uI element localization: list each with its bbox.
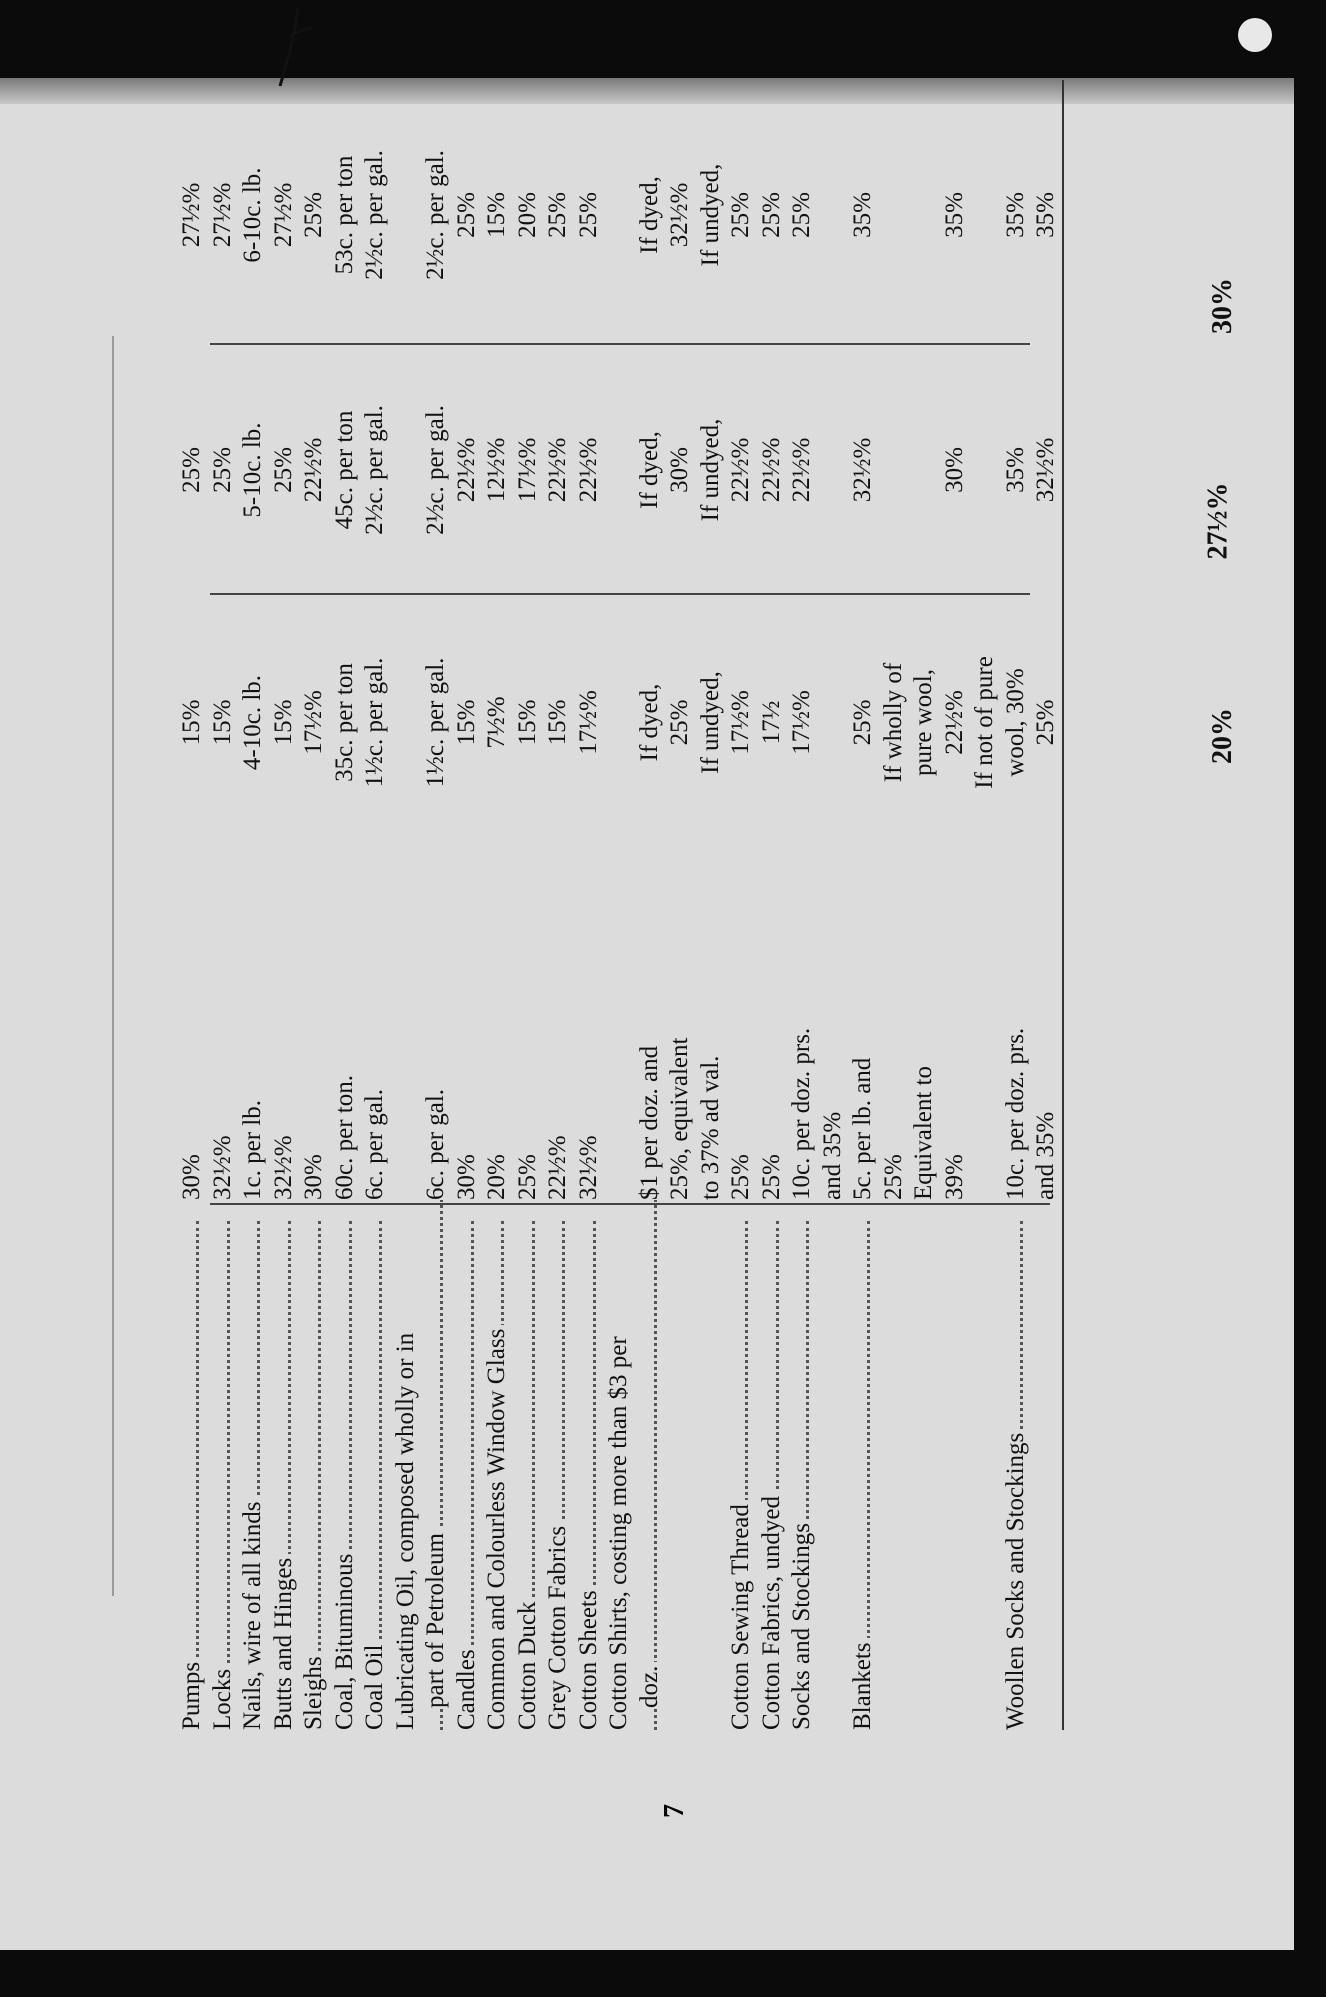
rate-col-3-text: 25% [300, 192, 327, 238]
usa-rate [361, 855, 389, 1200]
table-row [422, 50, 450, 1730]
rate-col-2 [239, 350, 267, 590]
rate-col-2 [575, 350, 603, 590]
item-label: Candles [453, 1645, 480, 1730]
usa-rate [209, 855, 237, 1200]
item-label [666, 1726, 693, 1730]
rate-col-2 [361, 350, 389, 590]
item-label: Socks and Stockings [788, 1519, 815, 1730]
item-label [1032, 1726, 1059, 1730]
rate-col-2 [331, 350, 359, 590]
rate-col-1 [666, 595, 694, 850]
rate-col-1-text: If dyed, [635, 683, 663, 762]
rate-col-2 [788, 350, 816, 590]
rate-col-3-text: 27½% [178, 182, 205, 248]
rate-col-2-text: 25% [208, 447, 236, 493]
rate-col-1 [300, 595, 328, 850]
item-name [544, 1215, 572, 1730]
rate-col-1-text: 15% [544, 699, 571, 746]
rate-col-1-text: If wholly of [879, 662, 907, 783]
table-row [788, 50, 816, 1730]
rate-col-3-text: 35% [1001, 192, 1029, 238]
rate-col-3-text: 35% [1032, 192, 1059, 238]
rate-col-3 [788, 90, 816, 340]
table-row [544, 50, 572, 1730]
item-label: Butts and Hinges [270, 1554, 297, 1730]
rate-col-3-text: 25% [757, 192, 785, 238]
rate-col-3 [361, 90, 389, 340]
rate-col-2 [422, 350, 450, 590]
rate-col-1 [544, 595, 572, 850]
rate-col-3 [178, 90, 206, 340]
usa-rate [697, 855, 725, 1200]
usa-rate [178, 855, 206, 1200]
item-name [331, 1215, 359, 1730]
rate-col-3 [697, 90, 725, 340]
rate-col-2 [666, 350, 694, 590]
rate-col-1-text: wool, 30% [1001, 668, 1029, 777]
item-name [849, 1215, 877, 1730]
item-label: Locks [209, 1665, 236, 1730]
rate-col-2-text: 12½% [483, 437, 510, 503]
usa-rate [1032, 855, 1060, 1200]
rate-col-2-text: 2½c. per gal. [422, 405, 449, 535]
item-label: part of Petroleum [422, 1529, 449, 1708]
rate-col-2 [483, 350, 511, 590]
rate-col-3-text: 25% [452, 192, 480, 238]
rate-col-1 [514, 595, 542, 850]
usa-rate-text: 25% [880, 1150, 907, 1200]
rate-col-2-text: 25% [178, 447, 205, 493]
usa-rate-text: 30% [453, 1150, 480, 1200]
rate-col-1 [910, 595, 938, 850]
usa-rate [910, 855, 938, 1200]
usa-rate [1002, 855, 1030, 1200]
table-row [849, 50, 877, 1730]
item-label: Common and Colourless Window Glass [483, 1325, 510, 1730]
item-name [880, 1215, 908, 1730]
item-label: Woollen Socks and Stockings [1002, 1429, 1029, 1730]
usa-rate-text: 30% [300, 1150, 327, 1200]
rate-col-3-text: 35% [849, 192, 876, 238]
rate-col-1-text: 22½% [940, 690, 968, 755]
rate-col-2-text: 5-10c. lb. [239, 422, 266, 518]
usa-rate [514, 855, 542, 1200]
table-row [300, 50, 328, 1730]
item-label: Sleighs [300, 1652, 327, 1730]
table-row [758, 50, 786, 1730]
rate-col-2 [941, 350, 969, 590]
usa-rate [849, 855, 877, 1200]
rate-col-1 [971, 595, 999, 850]
table-row [819, 50, 847, 1730]
usa-rate-text: 32½% [270, 1131, 297, 1200]
rate-col-3-text: 2½c. per gal. [361, 150, 388, 280]
item-name [941, 1215, 969, 1730]
rate-col-3 [422, 90, 450, 340]
item-label: Lubricating Oil, composed wholly or in [392, 1329, 419, 1730]
usa-rate-text: and 35% [1032, 1108, 1059, 1200]
item-name [1002, 1215, 1030, 1730]
tariff-table [170, 50, 1150, 1730]
item-name [361, 1215, 389, 1730]
table-bottom-rule [1062, 80, 1064, 1730]
usa-rate-text: and 35% [819, 1108, 846, 1200]
rate-col-3 [758, 90, 786, 340]
item-label: Grey Cotton Fabrics [544, 1522, 571, 1730]
rate-col-2-text: 45c. per ton [330, 410, 358, 530]
rate-col-2-text: If undyed, [696, 418, 724, 522]
usa-rate-text: 60c. per ton. [331, 1071, 358, 1200]
rate-col-1-text: 25% [849, 699, 876, 746]
rate-col-2-text: 22½% [788, 437, 815, 503]
usa-rate-text: 10c. per doz. prs. [1002, 1024, 1029, 1200]
rate-col-1 [636, 595, 664, 850]
rate-col-3 [849, 90, 877, 340]
table-row [697, 50, 725, 1730]
item-name [819, 1215, 847, 1730]
rate-col-1 [209, 595, 237, 850]
rate-col-3 [514, 90, 542, 340]
item-name [788, 1215, 816, 1730]
item-label: doz. [636, 1662, 663, 1708]
paper-blot [1238, 18, 1272, 52]
item-label: Coal, Bituminous [331, 1550, 358, 1730]
rate-col-1 [941, 595, 969, 850]
usa-rate [300, 855, 328, 1200]
rate-col-1 [483, 595, 511, 850]
item-label [971, 1726, 998, 1730]
usa-rate [331, 855, 359, 1200]
rate-col-3 [575, 90, 603, 340]
usa-rate-text: 39% [941, 1150, 968, 1200]
table-row [331, 50, 359, 1730]
item-label [819, 1726, 846, 1730]
table-row [239, 50, 267, 1730]
rate-col-1 [178, 595, 206, 850]
rate-col-1-text: If not of pure [971, 656, 998, 789]
usa-rate [605, 855, 633, 1200]
rate-col-2-text: 22½% [300, 437, 327, 503]
rate-col-2 [727, 350, 755, 590]
rate-col-2-text: 30% [666, 447, 693, 493]
rate-col-1 [575, 595, 603, 850]
rate-col-3-text: 25% [788, 192, 815, 238]
item-name [575, 1215, 603, 1730]
usa-rate [666, 855, 694, 1200]
item-label [941, 1726, 968, 1730]
rate-col-3-text: 53c. per ton [330, 155, 358, 275]
rate-col-2 [1002, 350, 1030, 590]
usa-rate-text: Equivalent to [910, 1062, 937, 1200]
rate-col-3 [300, 90, 328, 340]
table-row [575, 50, 603, 1730]
rate-col-1 [880, 595, 908, 850]
usa-rate [941, 855, 969, 1200]
usa-rate [727, 855, 755, 1200]
rate-col-1-text: 1½c. per gal. [422, 657, 449, 788]
rate-col-2 [544, 350, 572, 590]
table-row [605, 50, 633, 1730]
table-row [209, 50, 237, 1730]
rate-col-2 [270, 350, 298, 590]
rate-col-1-text: 15% [178, 699, 205, 746]
rate-col-1 [239, 595, 267, 850]
rate-col-1 [788, 595, 816, 850]
table-row [453, 50, 481, 1730]
item-name [758, 1215, 786, 1730]
rate-col-1-text: 4-10c. lb. [239, 674, 266, 771]
rate-col-3 [331, 90, 359, 340]
item-name [636, 1193, 664, 1730]
item-name [910, 1215, 938, 1730]
item-label [910, 1726, 937, 1730]
table-row [971, 50, 999, 1730]
item-name [178, 1215, 206, 1730]
rate-col-3 [1032, 90, 1060, 340]
item-name [727, 1215, 755, 1730]
rate-col-2-text: 30% [940, 447, 968, 493]
usa-rate-text: 6c. per gal. [361, 1085, 388, 1200]
item-label: Coal Oil [361, 1641, 388, 1730]
item-name [239, 1215, 267, 1730]
usa-rate-text: 1c. per lb. [239, 1096, 266, 1200]
table-row [880, 50, 908, 1730]
usa-rate-text: 32½% [209, 1131, 236, 1200]
rate-col-1-text: 1½c. per gal. [361, 657, 388, 788]
table-row [636, 50, 664, 1730]
rate-col-1-text: 25% [666, 699, 693, 746]
rate-col-2 [758, 350, 786, 590]
usa-rate-text: 25% [514, 1150, 541, 1200]
rate-col-2 [1032, 350, 1060, 590]
rate-col-3 [453, 90, 481, 340]
rate-col-1-text: 17½% [788, 690, 815, 755]
usa-rate-text: to 37% ad val. [697, 1052, 724, 1200]
usa-rate-text [605, 1196, 632, 1200]
usa-rate [392, 855, 420, 1200]
rate-col-1-text: pure wool, [910, 669, 937, 776]
rate-col-3-text: 2½c. per gal. [422, 150, 449, 280]
rate-col-2-text: 22½% [757, 437, 785, 503]
item-label: Blankets [849, 1639, 876, 1731]
page-margin-rule [112, 336, 114, 1596]
rate-col-2-text: 17½% [513, 437, 541, 503]
usa-rate [636, 855, 664, 1200]
rate-col-2-text: 2½c. per gal. [361, 405, 388, 535]
usa-rate-text: 25% [758, 1150, 785, 1200]
rate-col-3-text: 20% [513, 192, 541, 238]
item-name [605, 1215, 633, 1730]
usa-rate [422, 855, 450, 1200]
usa-rate-text: 20% [483, 1150, 510, 1200]
usa-rate-text: 6c. per gal. [422, 1085, 449, 1200]
item-name [270, 1215, 298, 1730]
item-name [971, 1215, 999, 1730]
rate-col-2-text: 22½% [574, 437, 602, 503]
rate-col-1-text: 15% [513, 699, 541, 746]
usa-rate-text: 25% [727, 1150, 754, 1200]
item-label: Cotton Fabrics, undyed [758, 1492, 785, 1730]
rate-col-1-text: 15% [269, 699, 297, 746]
rate-col-1-text: 7½% [483, 696, 510, 749]
rate-col-2 [514, 350, 542, 590]
usa-rate [453, 855, 481, 1200]
item-name [392, 1215, 420, 1730]
rate-col-2-text: 22½% [727, 437, 754, 503]
rate-col-2-text: 22½% [544, 437, 571, 503]
usa-rate-text: 22½% [544, 1131, 571, 1200]
rate-col-1 [453, 595, 481, 850]
rate-col-1-text: 25% [1032, 699, 1059, 746]
item-name [697, 1215, 725, 1730]
usa-rate [575, 855, 603, 1200]
item-name [453, 1215, 481, 1730]
rate-col-2 [453, 350, 481, 590]
rate-col-2-text: 32½% [849, 437, 876, 503]
rate-col-3-text: 25% [574, 192, 602, 238]
rate-col-1 [849, 595, 877, 850]
usa-rate-text: 5c. per lb. and [849, 1054, 876, 1200]
rate-col-3-text: 32½% [666, 182, 693, 248]
table-row [1032, 50, 1060, 1730]
rate-col-2 [178, 350, 206, 590]
rate-col-1 [422, 595, 450, 850]
rate-col-2-text: If dyed, [635, 431, 663, 509]
table-row [727, 50, 755, 1730]
rate-col-1 [331, 595, 359, 850]
fragment-27: 27½% [1202, 482, 1234, 560]
rate-col-1 [758, 595, 786, 850]
rate-col-1 [727, 595, 755, 850]
usa-rate-text: $1 per doz. and [636, 1042, 663, 1200]
usa-rate [544, 855, 572, 1200]
table-row [361, 50, 389, 1730]
item-name [422, 1193, 450, 1730]
rate-col-2-text: 22½% [452, 437, 480, 503]
item-name [514, 1215, 542, 1730]
item-label: Cotton Shirts, costing more than $3 per [605, 1332, 632, 1730]
rate-col-3 [544, 90, 572, 340]
rate-col-3 [1002, 90, 1030, 340]
usa-rate [483, 855, 511, 1200]
rate-col-1-text: 17½ [757, 700, 785, 745]
rate-col-3 [239, 90, 267, 340]
table-row [666, 50, 694, 1730]
usa-rate [270, 855, 298, 1200]
usa-rate [880, 855, 908, 1200]
usa-rate-text [392, 1196, 419, 1200]
rate-col-2 [849, 350, 877, 590]
table-row [270, 50, 298, 1730]
rate-col-1-text: 15% [452, 699, 480, 746]
item-label: Pumps [178, 1658, 205, 1730]
rate-col-1 [1002, 595, 1030, 850]
table-row [1002, 50, 1030, 1730]
rate-col-3 [941, 90, 969, 340]
item-name [209, 1215, 237, 1730]
page-number: 7 [659, 1804, 690, 1818]
rate-col-2-text: 25% [269, 447, 297, 493]
usa-rate [971, 855, 999, 1200]
rate-col-3 [270, 90, 298, 340]
fragment-20: 20% [1207, 708, 1238, 764]
rate-col-3-text: 27½% [208, 182, 236, 248]
rate-col-1-text: 17½% [574, 690, 602, 755]
rate-col-1-text: 35c. per ton [330, 663, 358, 782]
usa-rate [239, 855, 267, 1200]
rate-col-1 [270, 595, 298, 850]
rate-col-3 [727, 90, 755, 340]
rate-col-3-text: 15% [483, 192, 510, 238]
rate-col-3 [483, 90, 511, 340]
rate-col-1-text: 15% [208, 699, 236, 746]
rate-col-3 [209, 90, 237, 340]
table-row [910, 50, 938, 1730]
usa-rate [758, 855, 786, 1200]
usa-rate-text: 30% [178, 1150, 205, 1200]
rate-col-3-text: If dyed, [635, 176, 663, 254]
rate-col-1 [361, 595, 389, 850]
item-label [697, 1726, 724, 1730]
item-label: Nails, wire of all kinds [239, 1498, 266, 1730]
table-row [178, 50, 206, 1730]
rate-col-3-text: 25% [544, 192, 571, 238]
item-label [880, 1726, 907, 1730]
item-label: Cotton Sewing Thread [727, 1500, 754, 1730]
item-label: Cotton Sheets [575, 1586, 602, 1730]
item-name [666, 1215, 694, 1730]
fragment-30: 30% [1207, 278, 1238, 334]
rate-col-3-text: 6-10c. lb. [239, 167, 266, 263]
usa-rate-text [971, 1196, 998, 1200]
rate-col-3-text: If undyed, [696, 163, 724, 267]
rate-col-1-text: 17½% [300, 690, 327, 755]
rate-col-2 [636, 350, 664, 590]
usa-rate [819, 855, 847, 1200]
item-name [1032, 1215, 1060, 1730]
table-row [941, 50, 969, 1730]
item-name [483, 1215, 511, 1730]
rate-col-3 [666, 90, 694, 340]
usa-rate [788, 855, 816, 1200]
usa-rate-text: 25%, equivalent [666, 1034, 693, 1200]
usa-rate-text: 32½% [575, 1131, 602, 1200]
rate-col-2-text: 35% [1001, 447, 1029, 493]
rate-col-1-text: If undyed, [696, 671, 724, 774]
rate-col-3-text: 25% [727, 192, 754, 238]
table-row [392, 50, 420, 1730]
rate-col-1 [1032, 595, 1060, 850]
usa-rate-text: 10c. per doz. prs. [788, 1024, 815, 1200]
rate-col-2 [697, 350, 725, 590]
table-row [514, 50, 542, 1730]
rate-col-2 [300, 350, 328, 590]
item-label: Cotton Duck [514, 1598, 541, 1730]
rate-col-1-text: 17½% [727, 690, 754, 755]
rate-col-3-text: 35% [940, 192, 968, 238]
rate-col-2 [209, 350, 237, 590]
item-name [300, 1215, 328, 1730]
rate-col-3 [636, 90, 664, 340]
rate-col-2-text: 32½% [1032, 437, 1059, 503]
rate-col-1 [697, 595, 725, 850]
table-row [483, 50, 511, 1730]
rate-col-3-text: 27½% [269, 182, 297, 248]
